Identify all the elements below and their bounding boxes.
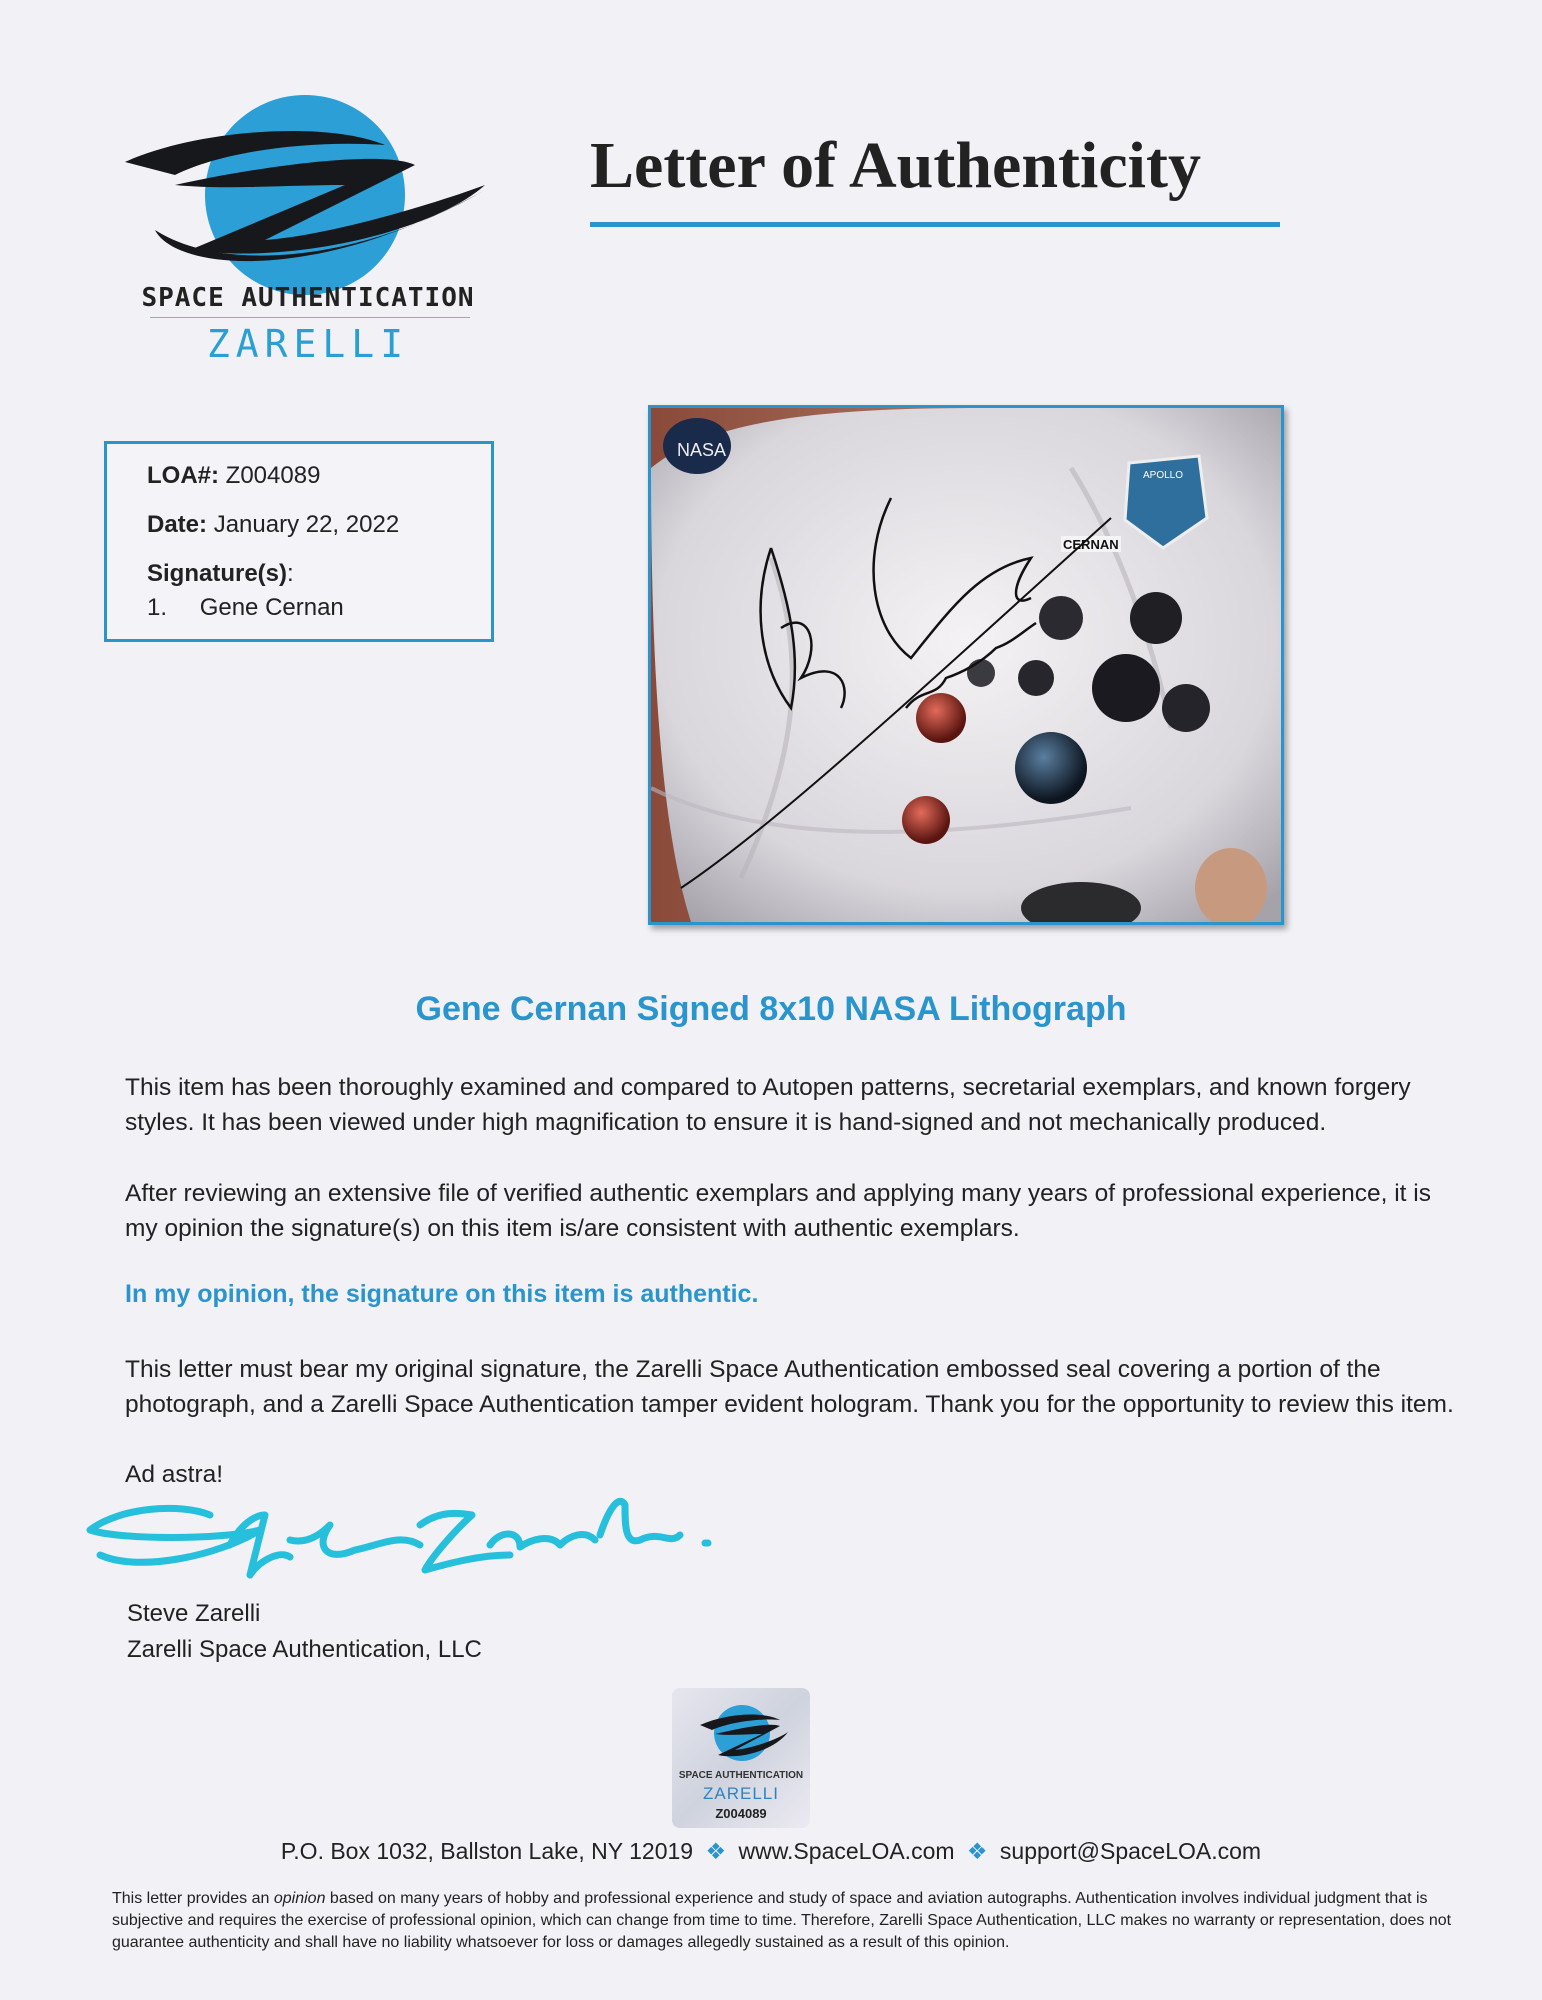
hologram-logo — [690, 1700, 792, 1770]
title-underline — [590, 222, 1280, 227]
hologram-line1: SPACE AUTHENTICATION — [678, 1770, 804, 1781]
paragraph-requirements: This letter must bear my original signature, the Zarelli Space Authentication embossed seal covering a portion of the photograph, and a Zarelli Space Authentication tamper evident hologram. Thank you for the opportunity to review this item. — [125, 1356, 1454, 1418]
hologram-line2: ZARELLI — [703, 1784, 779, 1803]
disclaimer-part1: This letter provides an — [112, 1890, 274, 1907]
date-value: January 22, 2022 — [213, 511, 400, 538]
nasa-text: NASA — [677, 440, 727, 460]
signer-company: Zarelli Space Authentication, LLC — [127, 1636, 482, 1663]
logo-line1: SPACE AUTHENTICATION — [141, 283, 475, 313]
signature-number: 1. — [147, 594, 168, 621]
disclaimer-part2: based on many years of hobby and professional experience and study of space and aviation autographs. Authentication involves individual judgment that is subjective and requires the exercise of professional opinion, which can change from time to time. Therefore, Zarelli Space Authentication, LLC makes no warranty or representation, does not guarantee authenticity and shall have no liability whatsoever for loss or damages allegedly sustained as a result of this opinion. — [112, 1890, 1452, 1951]
paragraph-examination: This item has been thoroughly examined and compared to Autopen patterns, secretarial exemplars, and known forgery styles. It has been viewed under high magnification to ensure it is hand-signed and not mechanically produced. — [125, 1074, 1411, 1136]
disclaimer-italic: opinion — [273, 1890, 326, 1907]
paragraph-review: After reviewing an extensive file of verified authentic exemplars and applying many years of professional experience, it is my opinion the signature(s) on this item is/are consistent with authentic exemplars. — [125, 1180, 1431, 1242]
logo-divider — [150, 317, 470, 318]
opinion-statement: In my opinion, the signature on this item is authentic. — [125, 1280, 759, 1308]
signer-name: Steve Zarelli — [127, 1600, 261, 1627]
separator-icon: ❖ — [966, 1838, 988, 1864]
contact-footer — [0, 1838, 1542, 1865]
signatures-label: Signature(s) — [147, 560, 288, 587]
loa-value: Z004089 — [225, 462, 321, 489]
nametag: CERNAN — [1063, 537, 1119, 552]
page-title: Letter of Authenticity — [590, 129, 1201, 202]
astronaut-suit-image — [651, 408, 1281, 922]
closing-text: Ad astra! — [125, 1461, 224, 1488]
signatures-row — [147, 560, 294, 588]
hologram-code: Z004089 — [715, 1806, 767, 1821]
item-title: Gene Cernan Signed 8x10 NASA Lithograph — [415, 990, 1127, 1028]
signatures-colon: : — [287, 560, 294, 587]
loa-row — [147, 462, 320, 490]
date-row — [147, 511, 399, 539]
footer-address: P.O. Box 1032, Ballston Lake, NY 12019 — [280, 1838, 694, 1864]
signature-entry — [147, 594, 344, 622]
footer-website-link[interactable]: www.SpaceLOA.com — [738, 1838, 955, 1864]
signed-photo — [648, 405, 1284, 925]
handwritten-signature — [80, 1485, 740, 1605]
loa-info-box — [104, 441, 494, 642]
patch-text: APOLLO — [1143, 470, 1184, 481]
separator-icon: ❖ — [705, 1838, 727, 1864]
signature-name: Gene Cernan — [199, 594, 344, 621]
disclaimer — [112, 1888, 1452, 1954]
date-label: Date: — [147, 511, 208, 538]
logo-line2: ZARELLI — [206, 322, 410, 366]
loa-label: LOA#: — [147, 462, 219, 489]
footer-email-link[interactable]: support@SpaceLOA.com — [999, 1838, 1262, 1864]
